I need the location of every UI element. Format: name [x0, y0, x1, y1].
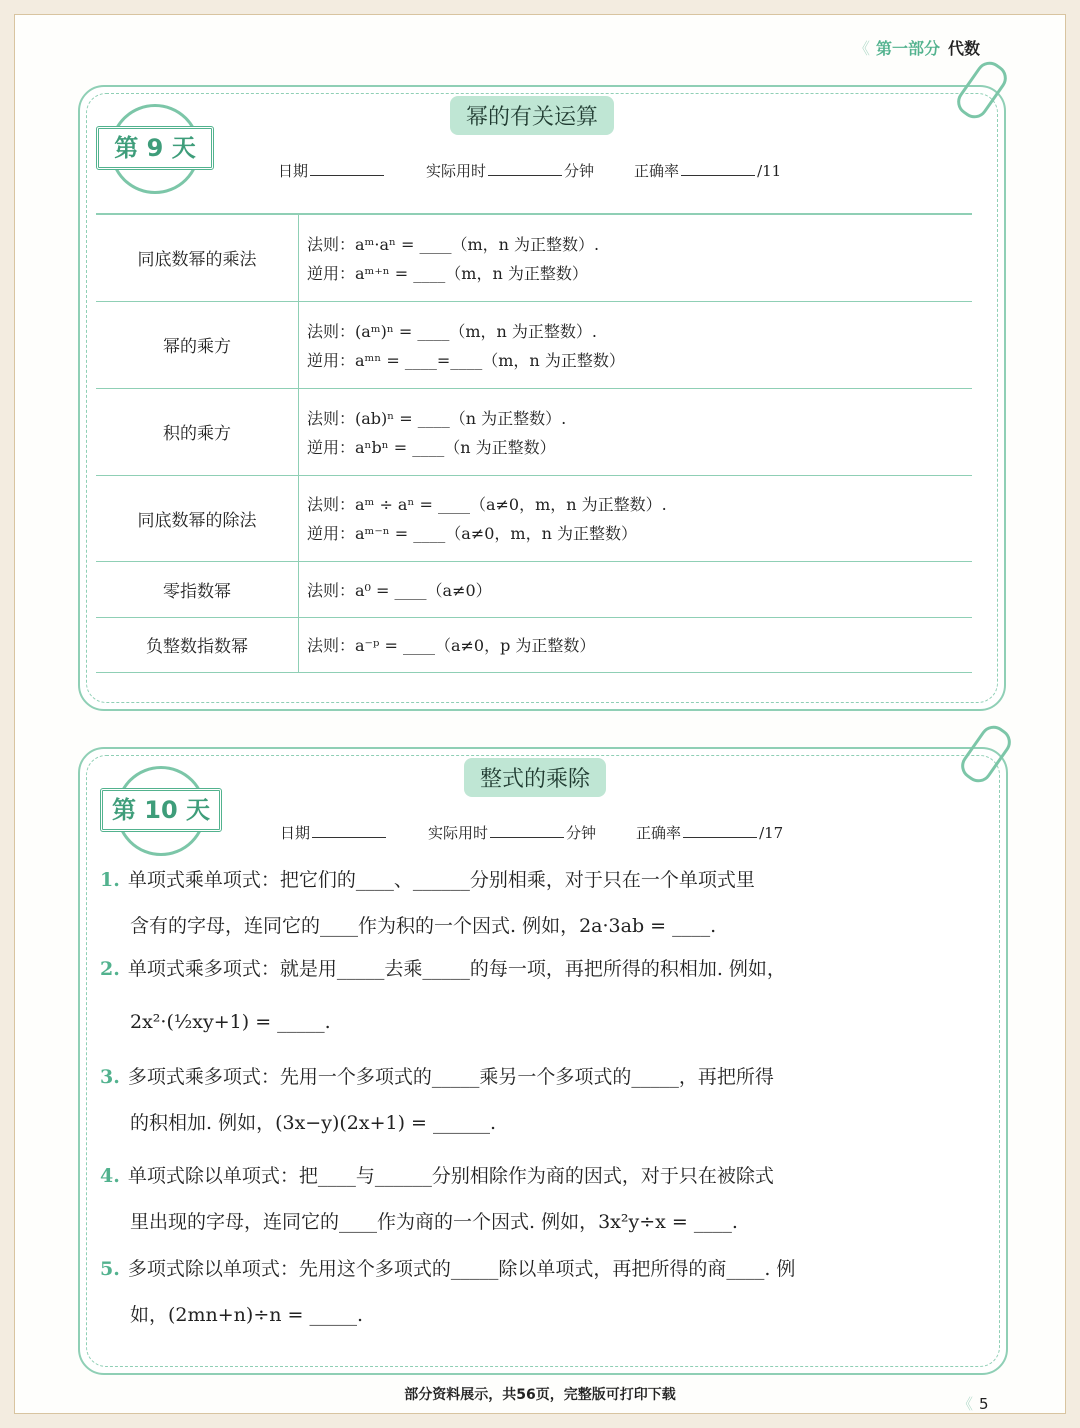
- question-text: 单项式乘多项式：就是用_____去乘_____的每一项，再把所得的积相加. 例如，: [127, 958, 786, 980]
- question-item: [100, 1246, 990, 1338]
- rule-lines: [299, 562, 972, 617]
- time-label: 实际用时: [428, 824, 489, 842]
- rule-line: 法则：a⁰ = ____（a≠0）: [307, 580, 492, 600]
- rule-line: 逆用：aᵐⁿ = ____=____（m，n 为正整数）: [307, 350, 625, 370]
- question-line-2: 的积相加. 例如，(3x−y)(2x+1) = ______.: [130, 1112, 497, 1134]
- rule-line: 逆用：aᵐ⁻ⁿ = ____（a≠0，m，n 为正整数）: [307, 524, 637, 544]
- day-badge-label: 第 9 天: [96, 126, 214, 170]
- rule-name: 同底数幂的除法: [96, 476, 299, 562]
- question-line-1: [100, 1153, 990, 1199]
- time-field[interactable]: [488, 161, 562, 176]
- table-row: [96, 213, 972, 302]
- time-field[interactable]: [490, 823, 564, 838]
- date-field[interactable]: [310, 161, 384, 176]
- rule-name: 积的乘方: [96, 389, 299, 475]
- rule-line: 逆用：aᵐ⁺ⁿ = ____（m，n 为正整数）: [307, 263, 588, 283]
- question-number: 5.: [100, 1258, 120, 1280]
- meta-fields: [278, 160, 781, 181]
- question-line-1: [100, 1054, 990, 1100]
- question-number: 1.: [100, 869, 120, 891]
- table-row: [96, 618, 972, 674]
- date-label: 日期: [280, 824, 311, 842]
- question-line-2: 2x²·(½xy+1) = _____.: [130, 1011, 331, 1033]
- rule-line: 法则：(aᵐ)ⁿ = ____（m，n 为正整数）.: [307, 321, 597, 341]
- rule-lines: [299, 302, 972, 389]
- date-label: 日期: [278, 162, 309, 180]
- day-badge-label: 第 10 天: [100, 788, 222, 832]
- topic-title: 整式的乘除: [464, 758, 606, 797]
- question-item: [100, 1054, 990, 1146]
- question-item: [100, 857, 990, 949]
- part-label: 第一部分: [875, 39, 940, 58]
- table-row: [96, 302, 972, 390]
- question-number: 4.: [100, 1165, 120, 1187]
- accuracy-total: /11: [757, 162, 782, 180]
- rule-line: 逆用：aⁿbⁿ = ____（n 为正整数）: [307, 437, 556, 457]
- rule-line: 法则：(ab)ⁿ = ____（n 为正整数）.: [307, 408, 567, 428]
- breadcrumb: [854, 36, 980, 59]
- meta-fields: [280, 822, 783, 843]
- minutes-label: 分钟: [564, 162, 595, 180]
- double-chevron-icon: 《: [958, 1395, 974, 1413]
- date-field[interactable]: [312, 823, 386, 838]
- question-line-2: 如，(2mn+n)÷n = _____.: [130, 1304, 364, 1326]
- footer-note: 部分资料展示，共56页，完整版可打印下载: [404, 1387, 676, 1403]
- rule-name: 负整数指数幂: [96, 618, 299, 673]
- rule-name: 幂的乘方: [96, 302, 299, 389]
- day-badge: [100, 766, 216, 854]
- rules-table: [96, 213, 972, 673]
- rule-lines: [299, 215, 972, 301]
- rule-line: 法则：a⁻ᵖ = ____（a≠0，p 为正整数）: [307, 636, 596, 656]
- question-number: 3.: [100, 1066, 120, 1088]
- table-row: [96, 562, 972, 618]
- rule-name: 零指数幂: [96, 562, 299, 617]
- accuracy-label: 正确率: [634, 162, 680, 180]
- question-line-1: [100, 1246, 990, 1292]
- rule-lines: [299, 476, 972, 562]
- question-text: 多项式乘多项式：先用一个多项式的_____乘另一个多项式的_____，再把所得: [127, 1066, 774, 1088]
- table-row: [96, 389, 972, 476]
- accuracy-field[interactable]: [681, 161, 755, 176]
- rule-lines: [299, 389, 972, 475]
- question-text: 单项式除以单项式：把____与______分别相除作为商的因式，对于只在被除式: [127, 1165, 774, 1187]
- time-label: 实际用时: [426, 162, 487, 180]
- topic-title: 幂的有关运算: [450, 96, 614, 135]
- question-item: [100, 1153, 990, 1245]
- question-line-1: [100, 946, 990, 992]
- question-line-2: 里出现的字母，连同它的____作为商的一个因式. 例如，3x²y÷x = ____.: [130, 1211, 738, 1233]
- question-text: 单项式乘单项式：把它们的____、______分别相乘，对于只在一个单项式里: [127, 869, 755, 891]
- rule-line: 法则：aᵐ·aⁿ = ____（m，n 为正整数）.: [307, 234, 600, 254]
- double-chevron-icon: 《: [853, 39, 870, 58]
- minutes-label: 分钟: [566, 824, 597, 842]
- question-line-1: [100, 857, 990, 903]
- question-line-2: 含有的字母，连同它的____作为积的一个因式. 例如，2a·3ab = ____.: [130, 915, 717, 937]
- table-row: [96, 476, 972, 563]
- rule-lines: [299, 618, 972, 673]
- question-text: 多项式除以单项式：先用这个多项式的_____除以单项式，再把所得的商____. 例: [127, 1258, 796, 1280]
- page-number: [958, 1393, 989, 1414]
- rule-line: 法则：aᵐ ÷ aⁿ = ____（a≠0，m，n 为正整数）.: [307, 495, 667, 515]
- subject-label: 代数: [947, 39, 980, 58]
- question-number: 2.: [100, 958, 120, 980]
- day-badge: [96, 104, 208, 192]
- question-item: [100, 946, 990, 1052]
- page-number-value: 5: [979, 1395, 989, 1413]
- accuracy-label: 正确率: [636, 824, 682, 842]
- accuracy-total: /17: [759, 824, 784, 842]
- rule-name: 同底数幂的乘法: [96, 215, 299, 301]
- accuracy-field[interactable]: [683, 823, 757, 838]
